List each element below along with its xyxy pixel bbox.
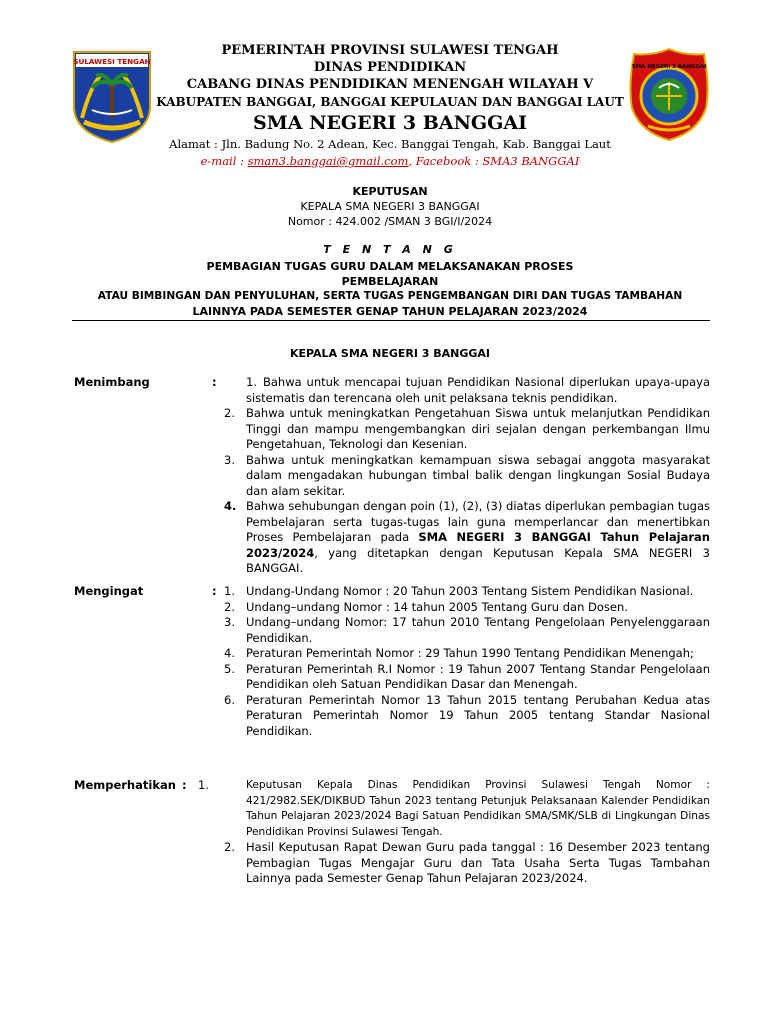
list-item: 5. Peraturan Pemerintah R.I Nomor : 19 Tahun 2007 Tentang Standar Pengelolaan Pendidikan oleh Satuan Pendidikan Dasar dan Menengah. [224, 661, 710, 691]
section-menimbang [74, 375, 710, 575]
memperhatikan-list [198, 778, 710, 887]
divider [72, 320, 710, 321]
facebook-text: , Facebook : SMA3 BANGGAI [408, 154, 580, 168]
letterhead [150, 42, 630, 170]
contact-line [150, 153, 630, 170]
list-item: 2. Undang–undang Nomor : 14 tahun 2005 Tentang Guru dan Dosen. [224, 599, 628, 614]
email-link[interactable]: sman3.banggai@gmail.com [247, 154, 409, 168]
government-line: PEMERINTAH PROVINSI SULAWESI TENGAH [221, 43, 559, 58]
list-item: 2. Hasil Keputusan Rapat Dewan Guru pada tanggal : 16 Desember 2023 tentang Pembagian Tugas Mengajar Guru dan Tata Usaha Serta Tugas Tambahan Lainnya pada Semester Genap Tahun Pelajaran 2023/2024. [224, 840, 710, 885]
menimbang-list [224, 375, 710, 577]
list-item: 3. Undang–undang Nomor: 17 tahun 2010 Tentang Pengelolaan Penyelenggaraan Pendidikan. [224, 615, 710, 645]
branch-line: CABANG DINAS PENDIDIKAN MENENGAH WILAYAH V [186, 77, 594, 92]
subject-line-1: PEMBAGIAN TUGAS GURU DALAM MELAKSANAKAN PROSES [206, 260, 574, 273]
school-emblem-caption: SMA NEGERI 3 BANGGAI [631, 64, 707, 70]
emblem-caption: SULAWESI TENGAH [73, 57, 151, 66]
body-heading: KEPALA SMA NEGERI 3 BANGGAI [289, 347, 491, 360]
list-item: 4. Bahwa sehubungan dengan poin (1), (2), (3) diatas diperlukan pembagian tugas Pembelajaran serta tugas-tugas lain guna memperlancar dan menertibkan Proses Pembelajaran pada SMA NEGERI 3 BANGGAI Tahun Pelajaran 2023/2024, yang ditetapkan dengan Keputusan Kepala SMA NEGERI 3 BANGGAI. [224, 499, 710, 575]
agency-line: DINAS PENDIDIKAN [313, 60, 467, 75]
list-item: 1. Bahwa untuk mencapai tujuan Pendidikan Nasional diperlukan upaya-upaya sistematis dan terencana oleh unit pelaksana teknis pendidikan. [246, 375, 710, 405]
list-item: 1. Undang-Undang Nomor : 20 Tahun 2003 Tentang Sistem Pendidikan Nasional. [224, 584, 694, 598]
memperhatikan-colon: : [182, 778, 187, 792]
list-item: 6. Peraturan Pemerintah Nomor 13 Tahun 2015 tentang Perubahan Kedua atas Peraturan Pemerintah Nomor 19 Tahun 2005 tentang Standar Nasional Pendidikan. [224, 692, 710, 738]
list-item: 1. Keputusan Kepala Dinas Pendidikan Provinsi Sulawesi Tengah Nomor : 421/2982.SEK/DIKBUD Tahun 2023 tentang Petunjuk Pelaksanaan Kalender Pendidikan Tahun Pelajaran 2023/2024 Bagi Satuan Pendidikan SMA/SMK/SLB di Lingkungan Dinas Pendidikan Provinsi Sulawesi Tengah. [198, 778, 710, 838]
regency-line: KABUPATEN BANGGAI, BANGGAI KEPULAUAN DAN BANGGAI LAUT [156, 95, 624, 109]
list-item: 3. Bahwa untuk meningkatkan kemampuan siswa sebagai anggota masyarakat dalam mengadakan hubungan timbal balik dengan lingkungan Sosial Budaya dan alam sekitar. [224, 452, 710, 498]
mengingat-colon: : [212, 584, 217, 598]
decree-title: KEPUTUSAN [352, 185, 428, 198]
mengingat-list [224, 584, 710, 739]
tentang-heading: T E N T A N G [323, 243, 457, 256]
subject-line-2: PEMBELAJARAN [341, 275, 439, 288]
memperhatikan-label: Memperhatikan [74, 778, 176, 792]
email-prefix: e-mail : [200, 154, 248, 168]
section-mengingat [74, 584, 710, 764]
sulawesi-tengah-emblem [70, 48, 154, 144]
decree-number: Nomor : 424.002 /SMAN 3 BGI/I/2024 [287, 215, 493, 228]
school-name: SMA NEGERI 3 BANGGAI [252, 112, 528, 134]
address-line: Alamat : Jln. Badung No. 2 Adean, Kec. Banggai Tengah, Kab. Banggai Laut [169, 137, 611, 151]
list-item: 2. Bahwa untuk meningkatkan Pengetahuan Siswa untuk melanjutkan Pendidikan Tinggi dan mampu mengembangkan diri sejalan dengan perkembangan Ilmu Pengetahuan, Teknologi dan Kesenian. [224, 406, 710, 451]
school-emblem [626, 46, 712, 142]
menimbang-label: Menimbang [74, 375, 150, 389]
menimbang-colon: : [212, 375, 217, 389]
subject-line-4: LAINNYA PADA SEMESTER GENAP TAHUN PELAJARAN 2023/2024 [192, 305, 588, 318]
section-memperhatikan [74, 778, 710, 888]
mengingat-label: Mengingat [74, 584, 144, 598]
decree-issuer: KEPALA SMA NEGERI 3 BANGGAI [300, 200, 480, 213]
list-item: 4. Peraturan Pemerintah Nomor : 29 Tahun 1990 Tentang Pendidikan Menengah; [224, 646, 694, 660]
subject-line-3: ATAU BIMBINGAN DAN PENYULUHAN, SERTA TUGAS PENGEMBANGAN DIRI DAN TUGAS TAMBAHAN [97, 290, 683, 302]
